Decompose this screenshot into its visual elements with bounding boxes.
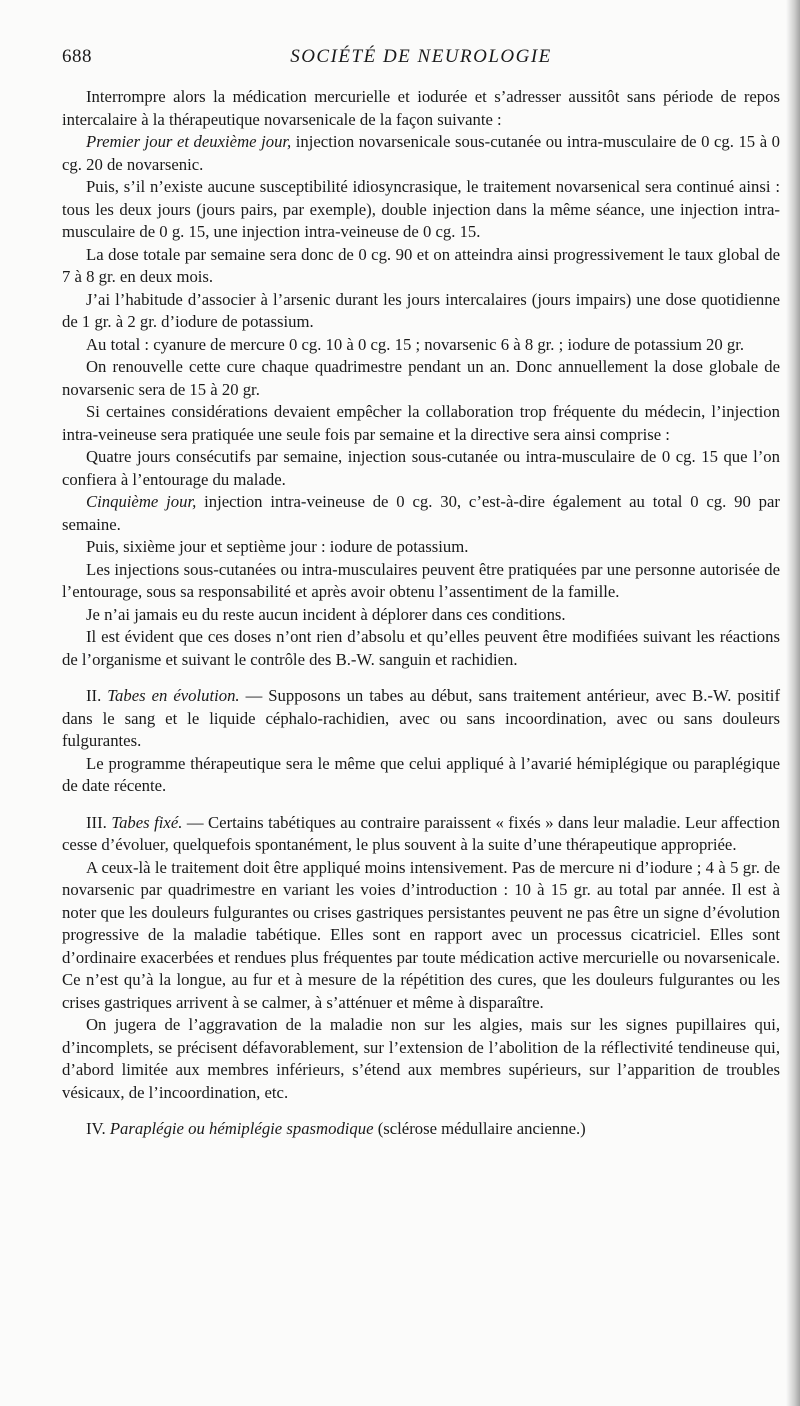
paragraph	[62, 401, 780, 446]
paragraph-text: Les injections sous-cutanées ou intra-musculaires peuvent être pratiquées par une personne autorisée de l’entourage, sous sa responsabilité et après avoir obtenu l’assentiment de la famille.	[62, 559, 780, 601]
paragraph-text: J’ai l’habitude d’associer à l’arsenic durant les jours intercalaires (jours impairs) une dose quotidienne de 1 gr. à 2 gr. d’iodure de potassium.	[62, 289, 780, 331]
section-heading: Paraplégie ou hémiplégie spasmodique	[109, 1119, 374, 1138]
section-number: III.	[86, 812, 112, 832]
paragraph-text: Quatre jours consécutifs par semaine, injection sous-cutanée ou intra-musculaire de 0 cg. 15 que l’on confiera à l’entourage du malade.	[62, 447, 780, 489]
section-paragraph	[62, 685, 780, 753]
paragraph-text: Puis, sixième jour et septième jour : iodure de potassium.	[86, 537, 469, 556]
paragraph-text: Il est évident que ces doses n’ont rien d’absolu et qu’elles peuvent être modifiées suivant les réactions de l’organisme et suivant le contrôle des B.-W. sanguin et rachidien.	[62, 627, 780, 669]
italic-lead: Premier jour et deuxième jour,	[86, 132, 292, 151]
section-paragraph	[62, 812, 780, 857]
paragraph	[62, 244, 780, 289]
paragraph	[62, 86, 780, 131]
paragraph	[62, 1014, 780, 1104]
paragraph	[62, 491, 780, 536]
paragraph-text: On jugera de l’aggravation de la maladie non sur les algies, mais sur les signes pupillaires qui, d’incomplets, se précisent défavorablement, sur l’extension de l’abolition de la réflectivité tendineuse qui, d’abord limitée aux membres inférieurs, s’étend aux membres supérieurs, sur l’apparition de troubles vésicaux, de l’incoordination, etc.	[62, 1015, 780, 1102]
section-number: IV.	[86, 1119, 110, 1138]
paragraph	[62, 334, 780, 357]
paragraph-text: Je n’ai jamais eu du reste aucun incident à déplorer dans ces conditions.	[86, 604, 566, 624]
paragraph	[62, 626, 780, 671]
page-number: 688	[62, 46, 92, 67]
section-heading: Tabes en évolution.	[107, 686, 240, 705]
section-gap	[62, 798, 780, 812]
paragraph	[62, 559, 780, 604]
section-number: II.	[86, 686, 108, 705]
paragraph-text: Si certaines considérations devaient empêcher la collaboration trop fréquente du médecin, l’injection intra-veineuse sera pratiquée une seule fois par semaine et la directive sera ainsi comprise :	[62, 402, 780, 444]
page-edge-shadow	[786, 0, 800, 1406]
section-paragraph	[62, 1118, 780, 1141]
paragraph	[62, 604, 780, 627]
paragraph-text: Interrompre alors la médication mercurielle et iodurée et s’adresser aussitôt sans période de repos intercalaire à la thérapeutique novarsenicale de la façon suivante :	[62, 87, 780, 129]
paragraph	[62, 356, 780, 401]
paragraph	[62, 857, 780, 1015]
running-title: SOCIÉTÉ DE NEUROLOGIE	[290, 46, 552, 67]
body-text	[62, 86, 780, 1141]
paragraph-text: Au total : cyanure de mercure 0 cg. 10 à 0 cg. 15 ; novarsenic 6 à 8 gr. ; iodure de potassium 20 gr.	[86, 334, 745, 354]
paragraph	[62, 176, 780, 244]
paragraph-text: La dose totale par semaine sera donc de 0 cg. 90 et on atteindra ainsi progressivement le taux global de 7 à 8 gr. en deux mois.	[62, 244, 780, 286]
page-header	[62, 46, 780, 72]
paragraph-text: (sclérose médullaire ancienne.)	[373, 1119, 586, 1138]
paragraph	[62, 446, 780, 491]
paragraph-text: — Supposons un tabes au début, sans traitement antérieur, avec B.-W. positif dans le sang et le liquide céphalo-rachidien, avec ou sans incoordination, avec ou sans douleurs fulgurantes.	[62, 686, 781, 750]
section-gap	[62, 1104, 780, 1118]
paragraph-text: Puis, s’il n’existe aucune susceptibilité idiosyncrasique, le traitement novarsenical sera continué ainsi : tous les deux jours (jours pairs, par exemple), double injection dans la même séance, une injection intra-musculaire de 0 g. 15, une injection intra-veineuse de 0 cg. 15.	[62, 177, 780, 241]
italic-lead: Cinquième jour,	[86, 492, 197, 511]
paragraph	[62, 753, 780, 798]
paragraph	[62, 536, 780, 559]
paragraph-text: A ceux-là le traitement doit être appliqué moins intensivement. Pas de mercure ni d’iodure ; 4 à 5 gr. de novarsenic par quadrimestre en variant les voies d’introduction : 10 à 15 gr. au total par année. Il est à noter que les douleurs fulgurantes ou crises gastriques persistantes peuvent ne pas être un signe d’évolution progressive de la maladie tabétique. Elles sont en rapport avec un processus cicatriciel. Elles sont d’ordinaire exacerbées et rendues plus fréquentes par toute médication active mercurielle ou novarsenicale. Ce n’est qu’à la longue, au fur et à mesure de la répétition des cures, que les douleurs fulgurantes ou les crises gastriques arrivent à se calmer, à s’atténuer et même à disparaître.	[62, 857, 780, 1012]
paragraph-text: injection intra-veineuse de 0 cg. 30, c’est-à-dire également au total 0 cg. 90 par semaine.	[62, 492, 780, 534]
paragraph	[62, 131, 780, 176]
paragraph	[62, 289, 780, 334]
paragraph-text: On renouvelle cette cure chaque quadrimestre pendant un an. Donc annuellement la dose globale de novarsenic sera de 15 à 20 gr.	[62, 357, 780, 399]
section-heading: Tabes fixé.	[111, 812, 183, 832]
paragraph-text: injection novarsenicale sous-cutanée ou intra-musculaire de 0 cg. 15 à 0 cg. 20 de novarsenic.	[62, 132, 780, 174]
paragraph-text: — Certains tabétiques au contraire paraissent « fixés » dans leur maladie. Leur affection cesse d’évoluer, quelquefois spontanément, le plus souvent à la suite d’une thérapeutique appropriée.	[62, 812, 780, 854]
paragraph-text: Le programme thérapeutique sera le même que celui appliqué à l’avarié hémiplégique ou paraplégique de date récente.	[62, 753, 780, 795]
section-gap	[62, 671, 780, 685]
